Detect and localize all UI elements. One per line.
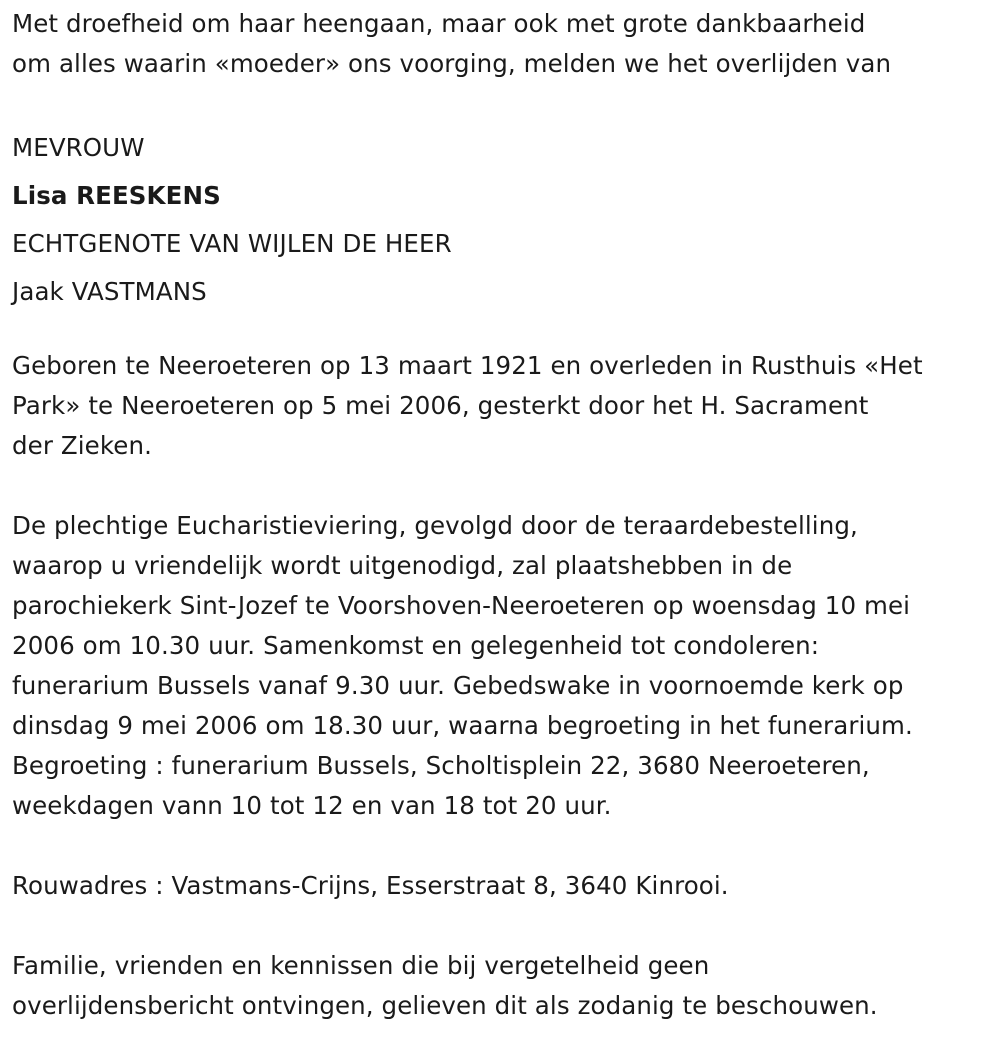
intro-line: om alles waarin «moeder» ons voorging, melden we het overlijden van bbox=[12, 49, 892, 78]
closing-paragraph bbox=[12, 946, 988, 1026]
deceased-relation: ECHTGENOTE VAN WIJLEN DE HEER bbox=[12, 229, 452, 258]
birth-death-line: Park» te Neeroeteren op 5 mei 2006, gesterkt door het H. Sacrament bbox=[12, 391, 869, 420]
ceremony-line: 2006 om 10.30 uur. Samenkomst en gelegenheid tot condoleren: bbox=[12, 631, 820, 660]
birth-death-line: der Zieken. bbox=[12, 431, 152, 460]
ceremony-line: dinsdag 9 mei 2006 om 18.30 uur, waarna begroeting in het funerarium. bbox=[12, 711, 913, 740]
closing-line: Familie, vrienden en kennissen die bij vergetelheid geen bbox=[12, 951, 710, 980]
spouse-name: Jaak VASTMANS bbox=[12, 277, 207, 306]
ceremony-line: De plechtige Eucharistieviering, gevolgd door de teraardebestelling, bbox=[12, 511, 858, 540]
ceremony-line: weekdagen vann 10 tot 12 en van 18 tot 20 uur. bbox=[12, 791, 612, 820]
deceased-name: Lisa REESKENS bbox=[12, 181, 221, 210]
ceremony-line: waarop u vriendelijk wordt uitgenodigd, zal plaatshebben in de bbox=[12, 551, 793, 580]
ceremony-line: parochiekerk Sint-Jozef te Voorshoven-Neeroeteren op woensdag 10 mei bbox=[12, 591, 911, 620]
intro-paragraph bbox=[12, 4, 988, 84]
ceremony-paragraph bbox=[12, 506, 988, 826]
closing-line: overlijdensbericht ontvingen, gelieven dit als zodanig te beschouwen. bbox=[12, 991, 878, 1020]
mourning-address-line: Rouwadres : Vastmans-Crijns, Esserstraat 8, 3640 Kinrooi. bbox=[12, 871, 729, 900]
deceased-title: MEVROUW bbox=[12, 133, 145, 162]
deceased-block bbox=[12, 124, 988, 316]
ceremony-line: funerarium Bussels vanaf 9.30 uur. Gebedswake in voornoemde kerk op bbox=[12, 671, 904, 700]
birth-death-paragraph bbox=[12, 346, 988, 466]
mourning-address-paragraph bbox=[12, 866, 988, 906]
intro-line: Met droefheid om haar heengaan, maar ook met grote dankbaarheid bbox=[12, 9, 866, 38]
birth-death-line: Geboren te Neeroeteren op 13 maart 1921 en overleden in Rusthuis «Het bbox=[12, 351, 923, 380]
ceremony-line: Begroeting : funerarium Bussels, Scholtisplein 22, 3680 Neeroeteren, bbox=[12, 751, 870, 780]
